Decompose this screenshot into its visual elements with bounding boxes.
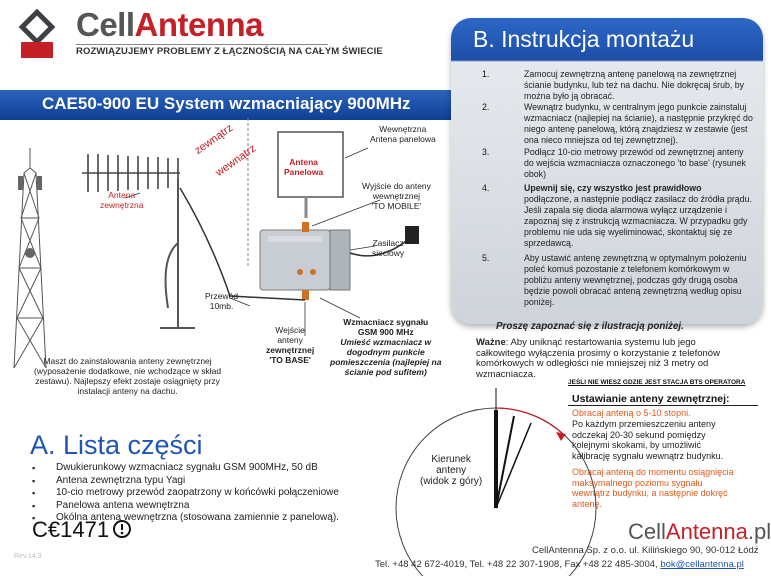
direction-label: Kierunek anteny (widok z góry)	[420, 454, 483, 487]
step-number: 4.	[482, 183, 490, 193]
list-item: ▪ Dwukierunkowy wzmacniacz sygnału GSM 900MHz, 50 dB	[32, 462, 452, 475]
step-number: 3.	[482, 147, 490, 157]
arrow-head-icon	[556, 432, 566, 441]
inside-label: wewnątrz	[213, 142, 259, 180]
amplifier-icon	[260, 230, 350, 290]
list-item: ▪ 10-cio metrowy przewód zaopatrzony w końcówki połączeniowe	[32, 487, 452, 500]
to-base-label: Wejście anteny zewnętrznej 'TO BASE'	[266, 325, 315, 365]
yagi-antenna-icon	[82, 154, 180, 192]
cable-label: Przewód 10mb.	[205, 291, 239, 311]
tower-antenna-icon	[18, 176, 23, 190]
ce-mark: C€1471	[32, 517, 132, 543]
ext-max-note: Obracaj anteną do momentu osiągnięcia maksymalnego poziomu sygnału wewnątrz budynku, a następnie dokręć antenę.	[572, 467, 734, 509]
step-text: Wewnątrz budynku, w centralnym jego punkcie zainstaluj wzmacniacz (najlepiej na ścianie), a następnie przykręć do niego antenę panelową, którą znajdziesz w zestawie (jest ona nieco mniejsza od tej zewnętrznej).	[524, 102, 753, 145]
mast-label: Maszt do zainstalowania anteny zewnętrznej (wyposażenie dodatkowe, nie wchodzące w skład zestawu). Najlepszy efekt zostaje osiągnięty przy instalacji anteny na dachu.	[34, 356, 222, 396]
instructions-title: B. Instrukcja montażu	[473, 26, 695, 52]
power-adapter-icon	[405, 226, 419, 244]
email-link[interactable]: bok@cellantenna.pl	[660, 559, 744, 570]
to-mobile-label: Wyjście do anteny wewnętrznej 'TO MOBILE'	[362, 181, 431, 211]
ext-rotate-note: Obracaj anteną o 5-10 stopni.	[572, 408, 691, 418]
to-base-port-icon	[302, 290, 309, 300]
tagline: ROZWIĄZUJEMY PROBLEMY Z ŁĄCZNOŚCIĄ NA CAŁYM ŚWIECIE	[76, 46, 383, 57]
power-adapter-label: Zasilacz sieciowy	[372, 238, 405, 258]
tower-antenna-icon	[37, 176, 42, 190]
step-text: Aby ustawić antenę zewnętrzną w optymalnym położeniu poleć komuś pozostanie z telefonem komórkowym w pobliżu anteny wewnętrznej, podczas gdy drugą osoba będzie powoli obracać anteną zewnętrzną według opisu poniżej.	[524, 253, 747, 307]
ext-antenna-title: Ustawianie anteny zewnętrznej:	[572, 393, 730, 405]
list-item: ▪ Panelowa antena wewnętrzna	[32, 500, 452, 513]
antenna-direction-icon	[496, 416, 514, 508]
indoor-antenna-label: Wewnętrzna Antena panelowa	[370, 124, 436, 144]
ext-body: Po każdym przemieszczeniu anteny odczekaj 20-30 sekund pomiędzy kolejnymi skokami, by umożliwić kalibrację sygnału wewnątrz budynku.	[572, 419, 724, 461]
step-number: 2.	[482, 102, 490, 112]
step-text: Podłącz 10-cio metrowy przewód od zewnętrznej anteny do wejścia wzmacniacza oznaczonego 'to base' (rysunek obok)	[524, 147, 746, 179]
bts-operator-link[interactable]: JEŚLI NIE WIESZ GDZIE JEST STACJA BTS OPERATORA	[568, 379, 746, 386]
panel-antenna-label: Antena Panelowa	[284, 157, 324, 177]
revision: Rev.14.3	[14, 553, 42, 560]
footer-contact: Tel. +48 42 672-4019, Tel. +48 22 307-1908, Fax +48 22 485-3004, bok@cellantenna.pl	[375, 559, 744, 570]
amplifier-label: Wzmacniacz sygnału GSM 900 MHz Umieść wzmacniacz w dogodnym punkcie pomieszczenia (najlepiej na ścianie pod sufitem)	[330, 317, 442, 377]
alert-circle-icon	[112, 519, 132, 539]
note-heading: Proszę zapoznać się z ilustracją poniżej.	[496, 321, 684, 332]
outside-label: zewnątrz	[192, 121, 236, 158]
important-note: Ważne: Aby uniknąć restartowania systemu lub jego całkowitego wyłączenia prosimy o korzystanie z telefonów komórkowych w odległości nie mniejszej niż 3 metry od wzmacniacza.	[476, 337, 720, 380]
rotation-arc	[496, 408, 564, 435]
list-item: ▪ Okólna antena wewnętrzna (stosowana zamiennie z panelową).	[32, 512, 452, 525]
brand-name: CellAntenna	[76, 6, 264, 43]
parts-list	[32, 462, 452, 525]
mast-icon	[160, 178, 195, 328]
parts-title: A. Lista części	[30, 430, 203, 460]
tagline-divider	[76, 44, 328, 45]
step-number: 5.	[482, 253, 490, 263]
outdoor-antenna-label: Antena zewnętrzna	[100, 190, 144, 210]
footer-logo: CellAntenna.pl	[628, 519, 771, 544]
ext-title-rule	[568, 405, 758, 406]
antenna-direction-icon	[496, 423, 531, 508]
tower-dish-icon	[25, 248, 35, 258]
step-number: 1.	[482, 69, 490, 79]
footer-address: CellAntenna Sp. z o.o. ul. Kilińskiego 90, 90-012 Łódź	[532, 545, 759, 556]
cellantenna-logo-icon	[12, 12, 62, 62]
page-title: CAE50-900 EU System wzmacniający 900MHz	[42, 94, 411, 113]
list-item: ▪ Antena zewnętrzna typu Yagi	[32, 475, 452, 488]
step-text: Zamocuj zewnętrzną antenę panelową na zewnętrznej ścianie budynku, lub też na dachu. Nie dokręcaj śrub, by można było ją obracać.	[524, 69, 745, 101]
to-mobile-port-icon	[302, 222, 309, 232]
step-text: Upewnij się, czy wszystko jest prawidłowo podłączone, a następnie podłącz zasilacz do źródła prądu. Jeśli zapala się dioda alarmowa wyłącz urządzenie i zapoznaj się z instrukcją wzmacniacza. W przypadku gdy problemu nie uda się wyeliminować, skontaktuj się ze sprzedawcą.	[524, 183, 752, 248]
